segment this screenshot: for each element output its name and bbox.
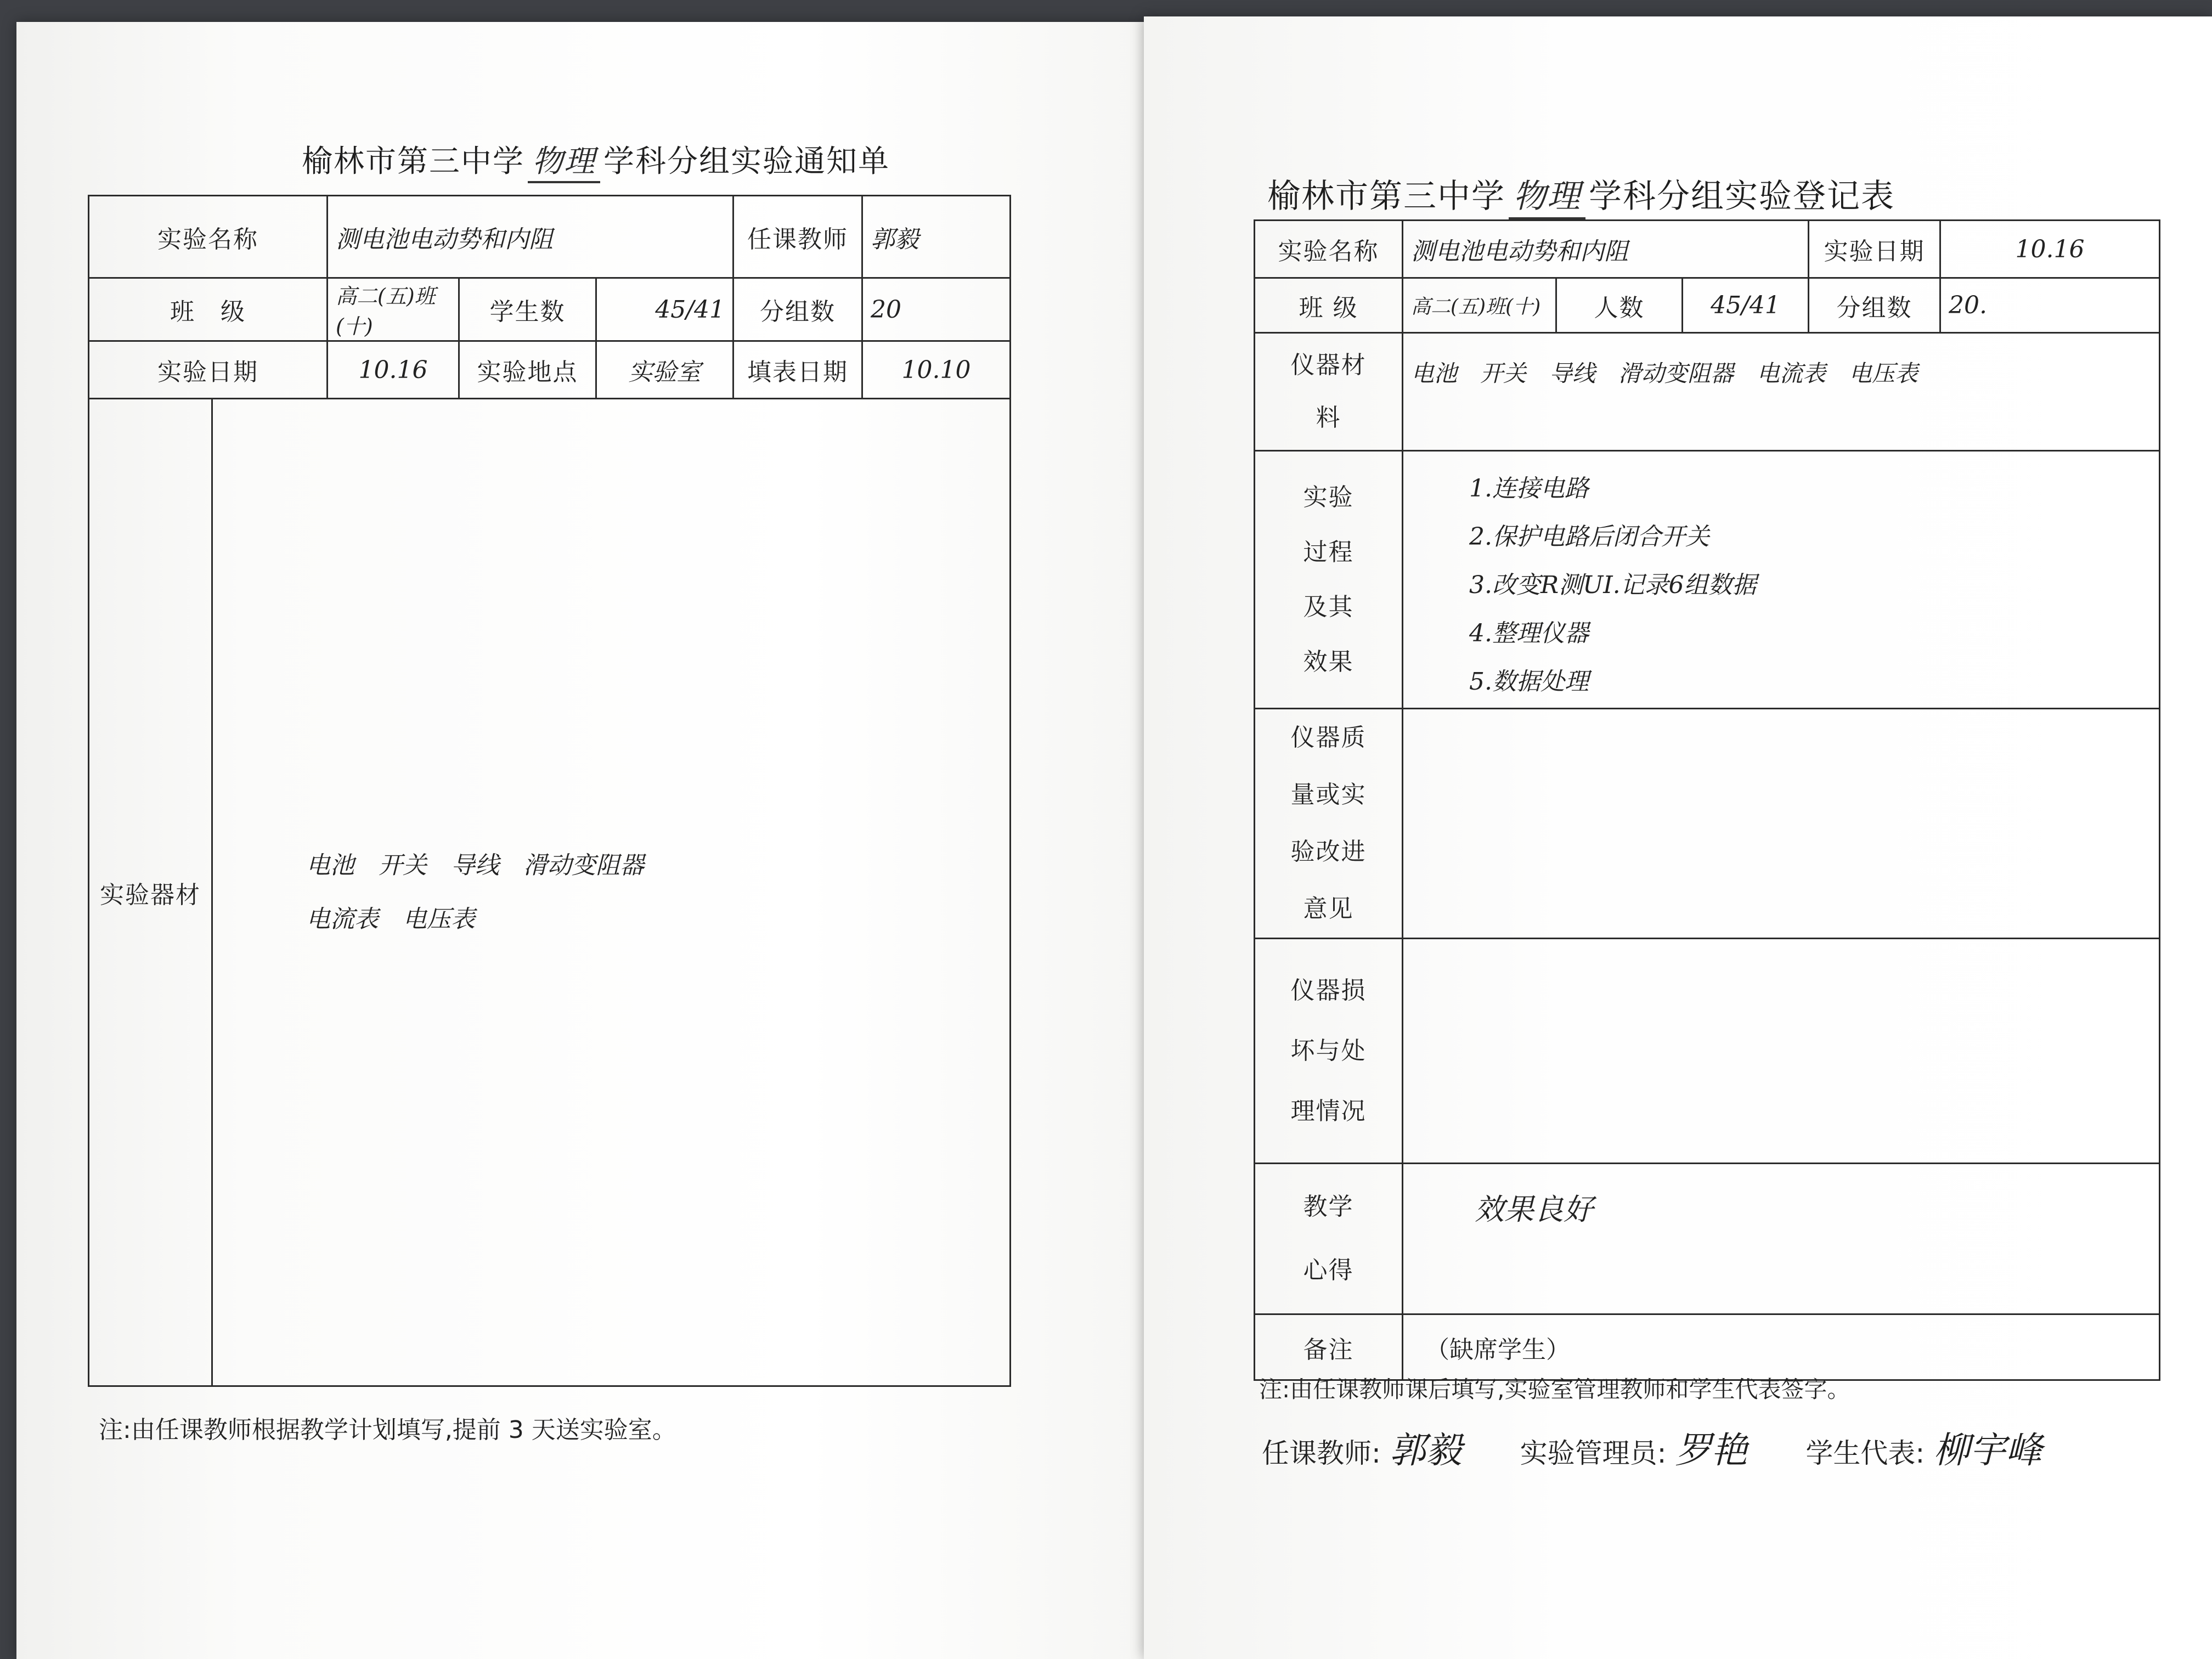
register-date-label: 实验日期 [1809, 221, 1940, 278]
register-instruments-value: 电池 开关 导线 滑动变阻器 电流表 电压表 [1403, 333, 2160, 451]
register-sheet [1144, 16, 2212, 1659]
student-signature: 柳宇峰 [1933, 1429, 2042, 1471]
admin-signature: 罗艳 [1675, 1429, 1748, 1471]
notice-location-value: 实验室 [596, 341, 733, 399]
register-process-line: 4.整理仪器 [1469, 619, 1589, 647]
notice-title-suffix: 学科分组实验通知单 [603, 144, 890, 179]
register-title-suffix: 学科分组实验登记表 [1589, 177, 1895, 216]
notice-title [302, 137, 890, 183]
register-title [1267, 170, 1895, 219]
register-people-value: 45/41 [1683, 278, 1809, 333]
notice-subject: 物理 [528, 137, 600, 183]
notice-students-value: 45/41 [596, 278, 733, 341]
register-quality-label: 仪器质量或实验改进意见 [1255, 709, 1403, 939]
register-class-value: 高二(五)班(十) [1403, 278, 1556, 333]
register-class-label: 班 级 [1255, 278, 1403, 333]
notice-date-value: 10.16 [328, 341, 459, 399]
register-process-label: 实验过程及其效果 [1255, 451, 1403, 709]
notice-title-prefix: 榆林市第三中学 [302, 144, 524, 179]
register-name-value: 测电池电动势和内阻 [1403, 221, 1809, 278]
register-process-line: 2.保护电路后闭合开关 [1469, 522, 1709, 551]
register-name-label: 实验名称 [1255, 221, 1403, 278]
register-people-label: 人数 [1556, 278, 1683, 333]
student-signature-label: 学生代表: [1805, 1437, 1925, 1469]
register-process-value [1403, 451, 2160, 709]
notice-footnote: 注:由任课教师根据教学计划填写,提前 3 天送实验室。 [99, 1416, 676, 1444]
notice-fill-date-label: 填表日期 [733, 341, 862, 399]
register-table [1254, 219, 2160, 1381]
register-date-value: 10.16 [1940, 221, 2160, 278]
notice-table [88, 195, 1011, 1387]
register-title-prefix: 榆林市第三中学 [1267, 177, 1505, 216]
register-experience-label: 教学心得 [1255, 1164, 1403, 1314]
register-process-line: 3.改变R测UI.记录6组数据 [1469, 571, 1757, 599]
register-damage-value [1403, 939, 2160, 1164]
register-groups-value: 20. [1940, 278, 2160, 333]
notice-location-label: 实验地点 [459, 341, 596, 399]
notice-date-label: 实验日期 [89, 341, 328, 399]
register-footnote: 注:由任课教师课后填写,实验室管理教师和学生代表签字。 [1259, 1376, 1850, 1403]
register-remarks-value: （缺席学生） [1403, 1314, 2160, 1380]
teacher-signature: 郭毅 [1389, 1429, 1462, 1471]
register-process-line: 1.连接电路 [1469, 474, 1589, 503]
signature-row [1262, 1421, 2042, 1473]
register-remarks-label: 备注 [1255, 1314, 1403, 1380]
register-groups-label: 分组数 [1809, 278, 1940, 333]
notice-teacher-value: 郭毅 [862, 196, 1011, 278]
register-subject: 物理 [1509, 170, 1585, 219]
notice-fill-date-value: 10.10 [862, 341, 1011, 399]
notice-teacher-label: 任课教师 [733, 196, 862, 278]
notice-name-label: 实验名称 [89, 196, 328, 278]
notice-students-label: 学生数 [459, 278, 596, 341]
admin-signature-label: 实验管理员: [1520, 1437, 1667, 1469]
notice-groups-label: 分组数 [733, 278, 862, 341]
notice-sheet [16, 22, 1147, 1659]
teacher-signature-label: 任课教师: [1262, 1437, 1381, 1469]
register-experience-value: 效果良好 [1403, 1164, 2160, 1314]
notice-groups-value: 20 [862, 278, 1011, 341]
notice-equipment-line: 电池 开关 导线 滑动变阻器 [306, 851, 644, 879]
notice-equipment-value [212, 399, 1011, 1386]
register-damage-label: 仪器损坏与处理情况 [1255, 939, 1403, 1164]
notice-equipment-label: 实验器材 [89, 399, 212, 1386]
notice-class-value: 高二(五)班(十) [328, 278, 459, 341]
notice-name-value: 测电池电动势和内阻 [328, 196, 733, 278]
register-process-line: 5.数据处理 [1469, 667, 1589, 696]
notice-class-label: 班 级 [89, 278, 328, 341]
register-instruments-label: 仪器材料 [1255, 333, 1403, 451]
register-quality-value [1403, 709, 2160, 939]
notice-equipment-line: 电流表 电压表 [306, 905, 475, 933]
